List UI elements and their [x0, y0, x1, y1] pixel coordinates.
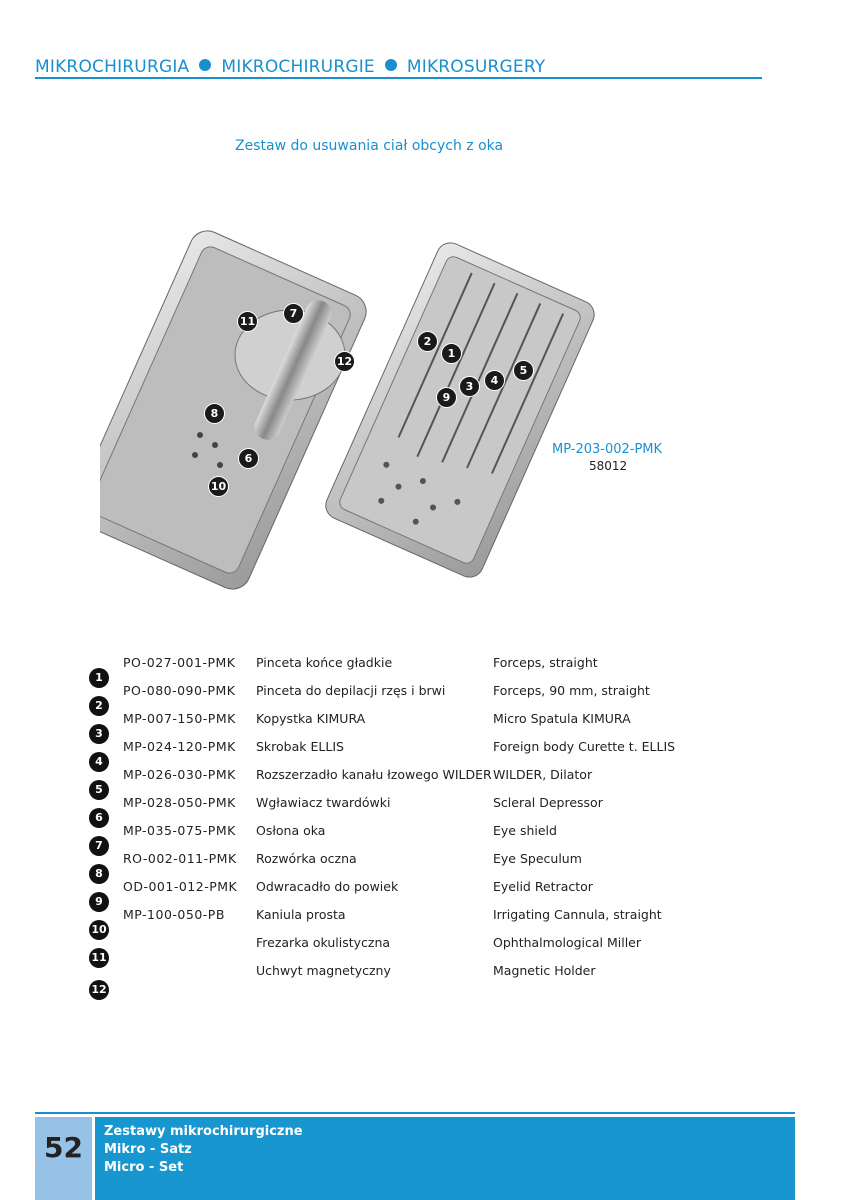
- item-code: MP-007-150-PMK: [123, 711, 236, 726]
- number-badge: 8: [89, 864, 109, 884]
- item-name-en: Ophthalmological Miller: [493, 935, 642, 950]
- item-name-pl: Kaniula prosta: [256, 907, 346, 922]
- photo-marker: 1: [441, 343, 462, 364]
- item-name-en: Irrigating Cannula, straight: [493, 907, 662, 922]
- item-name-pl: Uchwyt magnetyczny: [256, 963, 391, 978]
- header-en: MIKROSURGERY: [406, 57, 546, 77]
- photo-marker: 12: [334, 351, 355, 372]
- number-badge: 3: [89, 724, 109, 744]
- number-badge: 7: [89, 836, 109, 856]
- set-title: Zestaw do usuwania ciał obcych z oka: [235, 138, 504, 154]
- number-badge: 1: [89, 668, 109, 688]
- photo-marker: 11: [237, 311, 258, 332]
- footer-line-pl: Zestawy mikrochirurgiczne: [104, 1124, 303, 1139]
- item-name-en: Eyelid Retractor: [493, 879, 593, 894]
- item-name-pl: Frezarka okulistyczna: [256, 935, 391, 950]
- item-code: RO-002-011-PMK: [123, 851, 237, 866]
- page-number: 52: [35, 1117, 92, 1200]
- item-name-pl: Kopystka KIMURA: [256, 711, 366, 726]
- list-item: [0, 963, 850, 1012]
- set-number: 58012: [589, 459, 628, 473]
- header-rule: [35, 77, 762, 79]
- item-name-pl: Pinceta do depilacji rzęs i brwi: [256, 683, 446, 698]
- number-badge: 6: [89, 808, 109, 828]
- photo-marker: 9: [436, 387, 457, 408]
- bullet-dot-icon: [199, 59, 211, 71]
- photo-marker: 3: [459, 376, 480, 397]
- header-pl: MIKROCHIRURGIA: [35, 57, 190, 77]
- photo-marker: 5: [513, 360, 534, 381]
- item-name-en: Forceps, 90 mm, straight: [493, 683, 650, 698]
- section-header: [35, 57, 545, 77]
- item-name-pl: Osłona oka: [256, 823, 326, 838]
- item-name-en: Eye Speculum: [493, 851, 582, 866]
- item-name-en: Micro Spatula KIMURA: [493, 711, 631, 726]
- number-badge: 2: [89, 696, 109, 716]
- item-name-pl: Rozszerzadło kanału łzowego WILDER: [256, 767, 492, 782]
- bullet-dot-icon: [385, 59, 397, 71]
- header-de: MIKROCHIRURGIE: [221, 57, 375, 77]
- footer-line-de: Mikro - Satz: [104, 1142, 192, 1157]
- item-code: MP-035-075-PMK: [123, 823, 236, 838]
- item-code: MP-028-050-PMK: [123, 795, 236, 810]
- item-code: MP-024-120-PMK: [123, 739, 236, 754]
- item-name-pl: Rozwórka oczna: [256, 851, 357, 866]
- number-badge: 11: [89, 948, 109, 968]
- set-code: MP-203-002-PMK: [552, 442, 663, 457]
- item-code: PO-080-090-PMK: [123, 683, 236, 698]
- number-badge: 5: [89, 780, 109, 800]
- item-code: MP-026-030-PMK: [123, 767, 236, 782]
- photo-marker: 10: [208, 476, 229, 497]
- item-name-en: Foreign body Curette t. ELLIS: [493, 739, 676, 754]
- footer-section-title: [95, 1117, 795, 1200]
- item-code: OD-001-012-PMK: [123, 879, 238, 894]
- item-name-en: Magnetic Holder: [493, 963, 596, 978]
- photo-marker: 6: [238, 448, 259, 469]
- number-badge: 4: [89, 752, 109, 772]
- photo-marker: 7: [283, 303, 304, 324]
- item-name-pl: Pinceta końce gładkie: [256, 655, 393, 670]
- footer-line-en: Micro - Set: [104, 1160, 184, 1175]
- item-name-en: Scleral Depressor: [493, 795, 603, 810]
- footer-rule: [35, 1112, 795, 1114]
- item-name-en: WILDER, Dilator: [493, 767, 593, 782]
- number-badge: 10: [89, 920, 109, 940]
- item-name-en: Eye shield: [493, 823, 557, 838]
- list-item: [0, 935, 850, 980]
- photo-marker: 4: [484, 370, 505, 391]
- number-badge: 9: [89, 892, 109, 912]
- photo-marker: 2: [417, 331, 438, 352]
- item-name-en: Forceps, straight: [493, 655, 598, 670]
- number-badge: 12: [89, 980, 109, 1000]
- product-photo: [100, 225, 620, 595]
- item-name-pl: Odwracadło do powiek: [256, 879, 399, 894]
- item-name-pl: Skrobak ELLIS: [256, 739, 344, 754]
- item-code: PO-027-001-PMK: [123, 655, 236, 670]
- photo-marker: 8: [204, 403, 225, 424]
- item-name-pl: Wgławiacz twardówki: [256, 795, 391, 810]
- list-item: [0, 907, 850, 952]
- item-code: MP-100-050-PB: [123, 907, 225, 922]
